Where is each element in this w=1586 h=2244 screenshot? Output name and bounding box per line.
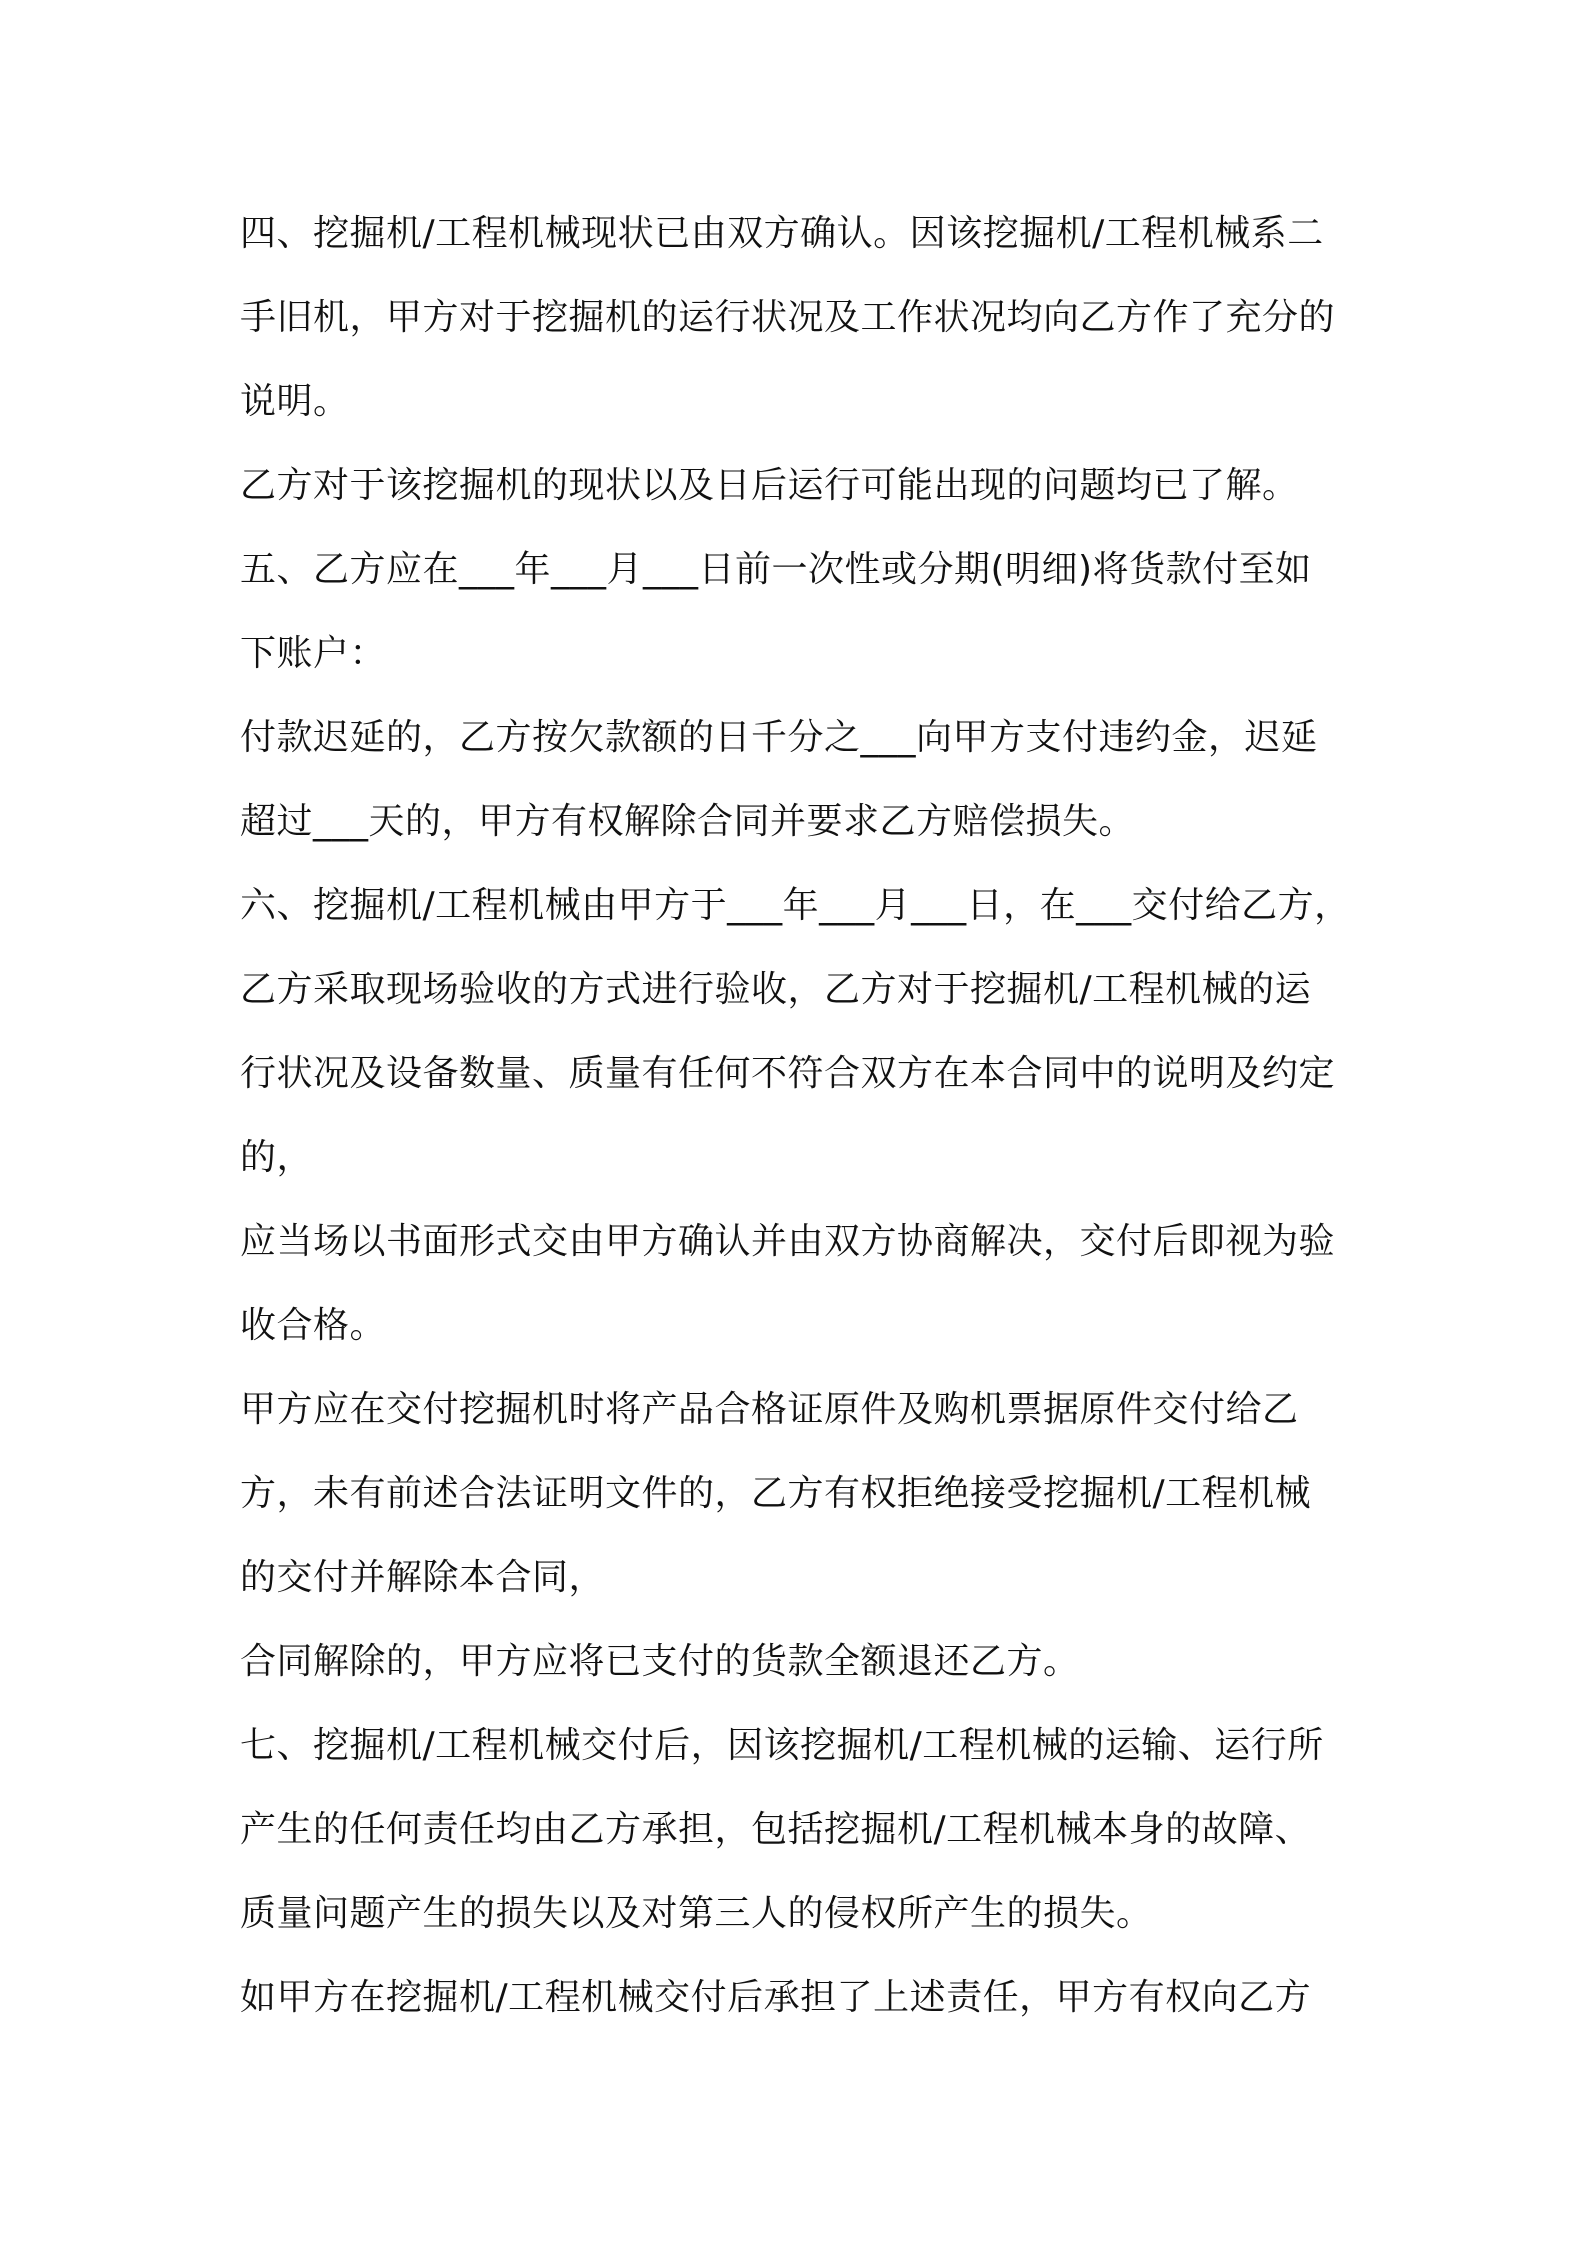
text-line: 应当场以书面形式交由甲方确认并由双方协商解决，交付后即视为验 <box>240 1221 1336 1262</box>
text-line: 质量问题产生的损失以及对第三人的侵权所产生的损失。 <box>240 1893 1153 1934</box>
text-line: 甲方应在交付挖掘机时将产品合格证原件及购机票据原件交付给乙 <box>240 1389 1299 1430</box>
text-line: 如甲方在挖掘机/工程机械交付后承担了上述责任，甲方有权向乙方 <box>240 1977 1312 2018</box>
text-line: 超过___天的，甲方有权解除合同并要求乙方赔偿损失。 <box>240 801 1136 842</box>
text-line: 五、乙方应在___年___月___日前一次性或分期(明细)将货款付至如 <box>240 549 1312 590</box>
text-line: 六、挖掘机/工程机械由甲方于___年___月___日，在___交付给乙方， <box>240 885 1351 926</box>
text-line: 四、挖掘机/工程机械现状已由双方确认。因该挖掘机/工程机械系二 <box>240 213 1324 254</box>
text-line: 方，未有前述合法证明文件的，乙方有权拒绝接受挖掘机/工程机械 <box>240 1473 1312 1514</box>
text-line: 说明。 <box>240 381 350 422</box>
text-line: 的交付并解除本合同， <box>240 1557 606 1598</box>
document-body <box>240 192 1360 2040</box>
text-line: 下账户： <box>240 633 387 674</box>
text-line: 合同解除的，甲方应将已支付的货款全额退还乙方。 <box>240 1641 1080 1682</box>
text-line: 手旧机，甲方对于挖掘机的运行状况及工作状况均向乙方作了充分的 <box>240 297 1336 338</box>
text-line: 的， <box>240 1137 314 1178</box>
text-line: 付款迟延的，乙方按欠款额的日千分之___向甲方支付违约金，迟延 <box>240 717 1318 758</box>
text-line: 乙方对于该挖掘机的现状以及日后运行可能出现的问题均已了解。 <box>240 465 1299 506</box>
text-line: 行状况及设备数量、质量有任何不符合双方在本合同中的说明及约定 <box>240 1053 1336 1094</box>
text-line: 产生的任何责任均由乙方承担，包括挖掘机/工程机械本身的故障、 <box>240 1809 1312 1850</box>
text-line: 七、挖掘机/工程机械交付后，因该挖掘机/工程机械的运输、运行所 <box>240 1725 1324 1766</box>
text-line: 收合格。 <box>240 1305 387 1346</box>
text-line: 乙方采取现场验收的方式进行验收，乙方对于挖掘机/工程机械的运 <box>240 969 1312 1010</box>
